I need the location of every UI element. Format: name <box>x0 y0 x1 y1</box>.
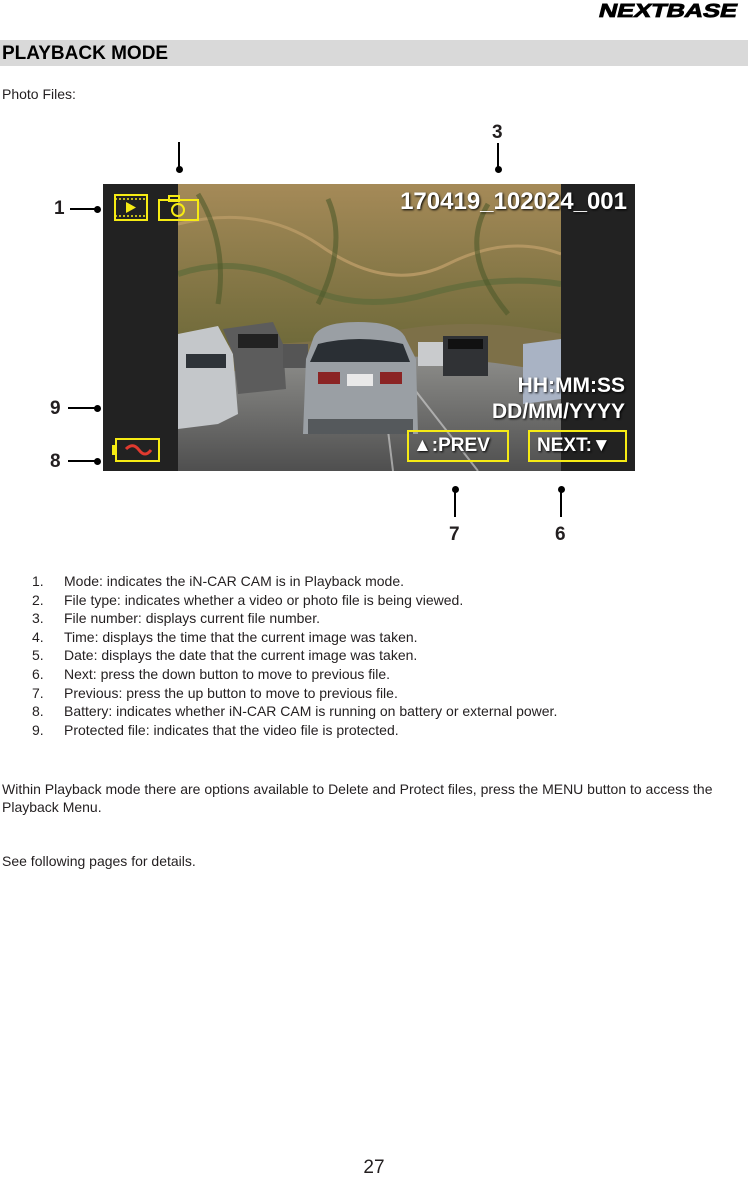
playback-menu-paragraph: Within Playback mode there are options available to Delete and Protect files, press the MENU button to access the Playback Menu. <box>2 781 713 815</box>
logo-text: NEXTBASE <box>596 1 706 22</box>
road-photo <box>178 184 561 471</box>
date-display: DD/MM/YYYY <box>491 400 625 423</box>
callout-3-dot <box>495 166 502 173</box>
callout-6-line <box>560 491 562 517</box>
callout-9-label: 9 <box>50 398 61 419</box>
callout-3-label: 3 <box>492 122 503 143</box>
camera-screen <box>103 184 635 471</box>
list-item: 6. Next: press the down button to move to previous file. <box>32 665 391 682</box>
callout-8-dot <box>94 458 101 465</box>
page-number: 27 <box>363 1157 385 1178</box>
time-display: HH:MM:SS <box>517 374 625 397</box>
callout-1-label: 1 <box>54 198 65 219</box>
prev-button[interactable]: ▲:PREV <box>407 430 509 462</box>
callout-8-label: 8 <box>50 451 61 472</box>
callout-7-label: 7 <box>449 524 460 545</box>
list-item: 3. File number: displays current file number. <box>32 610 320 627</box>
screen-diagram <box>0 110 748 560</box>
callout-7-line <box>454 491 456 517</box>
callout-1-line <box>70 208 95 210</box>
see-following-paragraph: See following pages for details. <box>2 853 196 869</box>
callout-9-dot <box>94 405 101 412</box>
camera-icon <box>158 195 199 221</box>
list-item: 9. Protected file: indicates that the video file is protected. <box>32 721 399 738</box>
callout-9-line <box>68 407 95 409</box>
section-bar <box>0 40 748 66</box>
nextbase-logo <box>596 0 746 22</box>
list-item: 4. Time: displays the time that the current image was taken. <box>32 628 418 645</box>
callout-6-label: 6 <box>555 524 566 545</box>
list-item: 2. File type: indicates whether a video or photo file is being viewed. <box>32 591 464 608</box>
subheading: Photo Files: <box>2 86 76 102</box>
next-button[interactable]: NEXT:▼ <box>528 430 627 462</box>
callout-1-dot <box>94 206 101 213</box>
callout-2-dot <box>176 166 183 173</box>
list-item: 1. Mode: indicates the iN-CAR CAM is in Playback mode. <box>32 573 405 589</box>
section-title: PLAYBACK MODE <box>2 43 169 64</box>
battery-icon <box>111 438 161 462</box>
list-item: 5. Date: displays the date that the current image was taken. <box>32 647 418 664</box>
legend-list <box>32 572 557 739</box>
list-item: 7. Previous: press the up button to move to previous file. <box>32 684 398 701</box>
callout-8-line <box>68 460 95 462</box>
playback-mode-icon <box>114 194 148 221</box>
file-number: 170419_102024_001 <box>400 188 627 215</box>
list-item: 8. Battery: indicates whether iN-CAR CAM is running on battery or external power. <box>32 703 558 720</box>
callout-2-line <box>178 142 180 168</box>
